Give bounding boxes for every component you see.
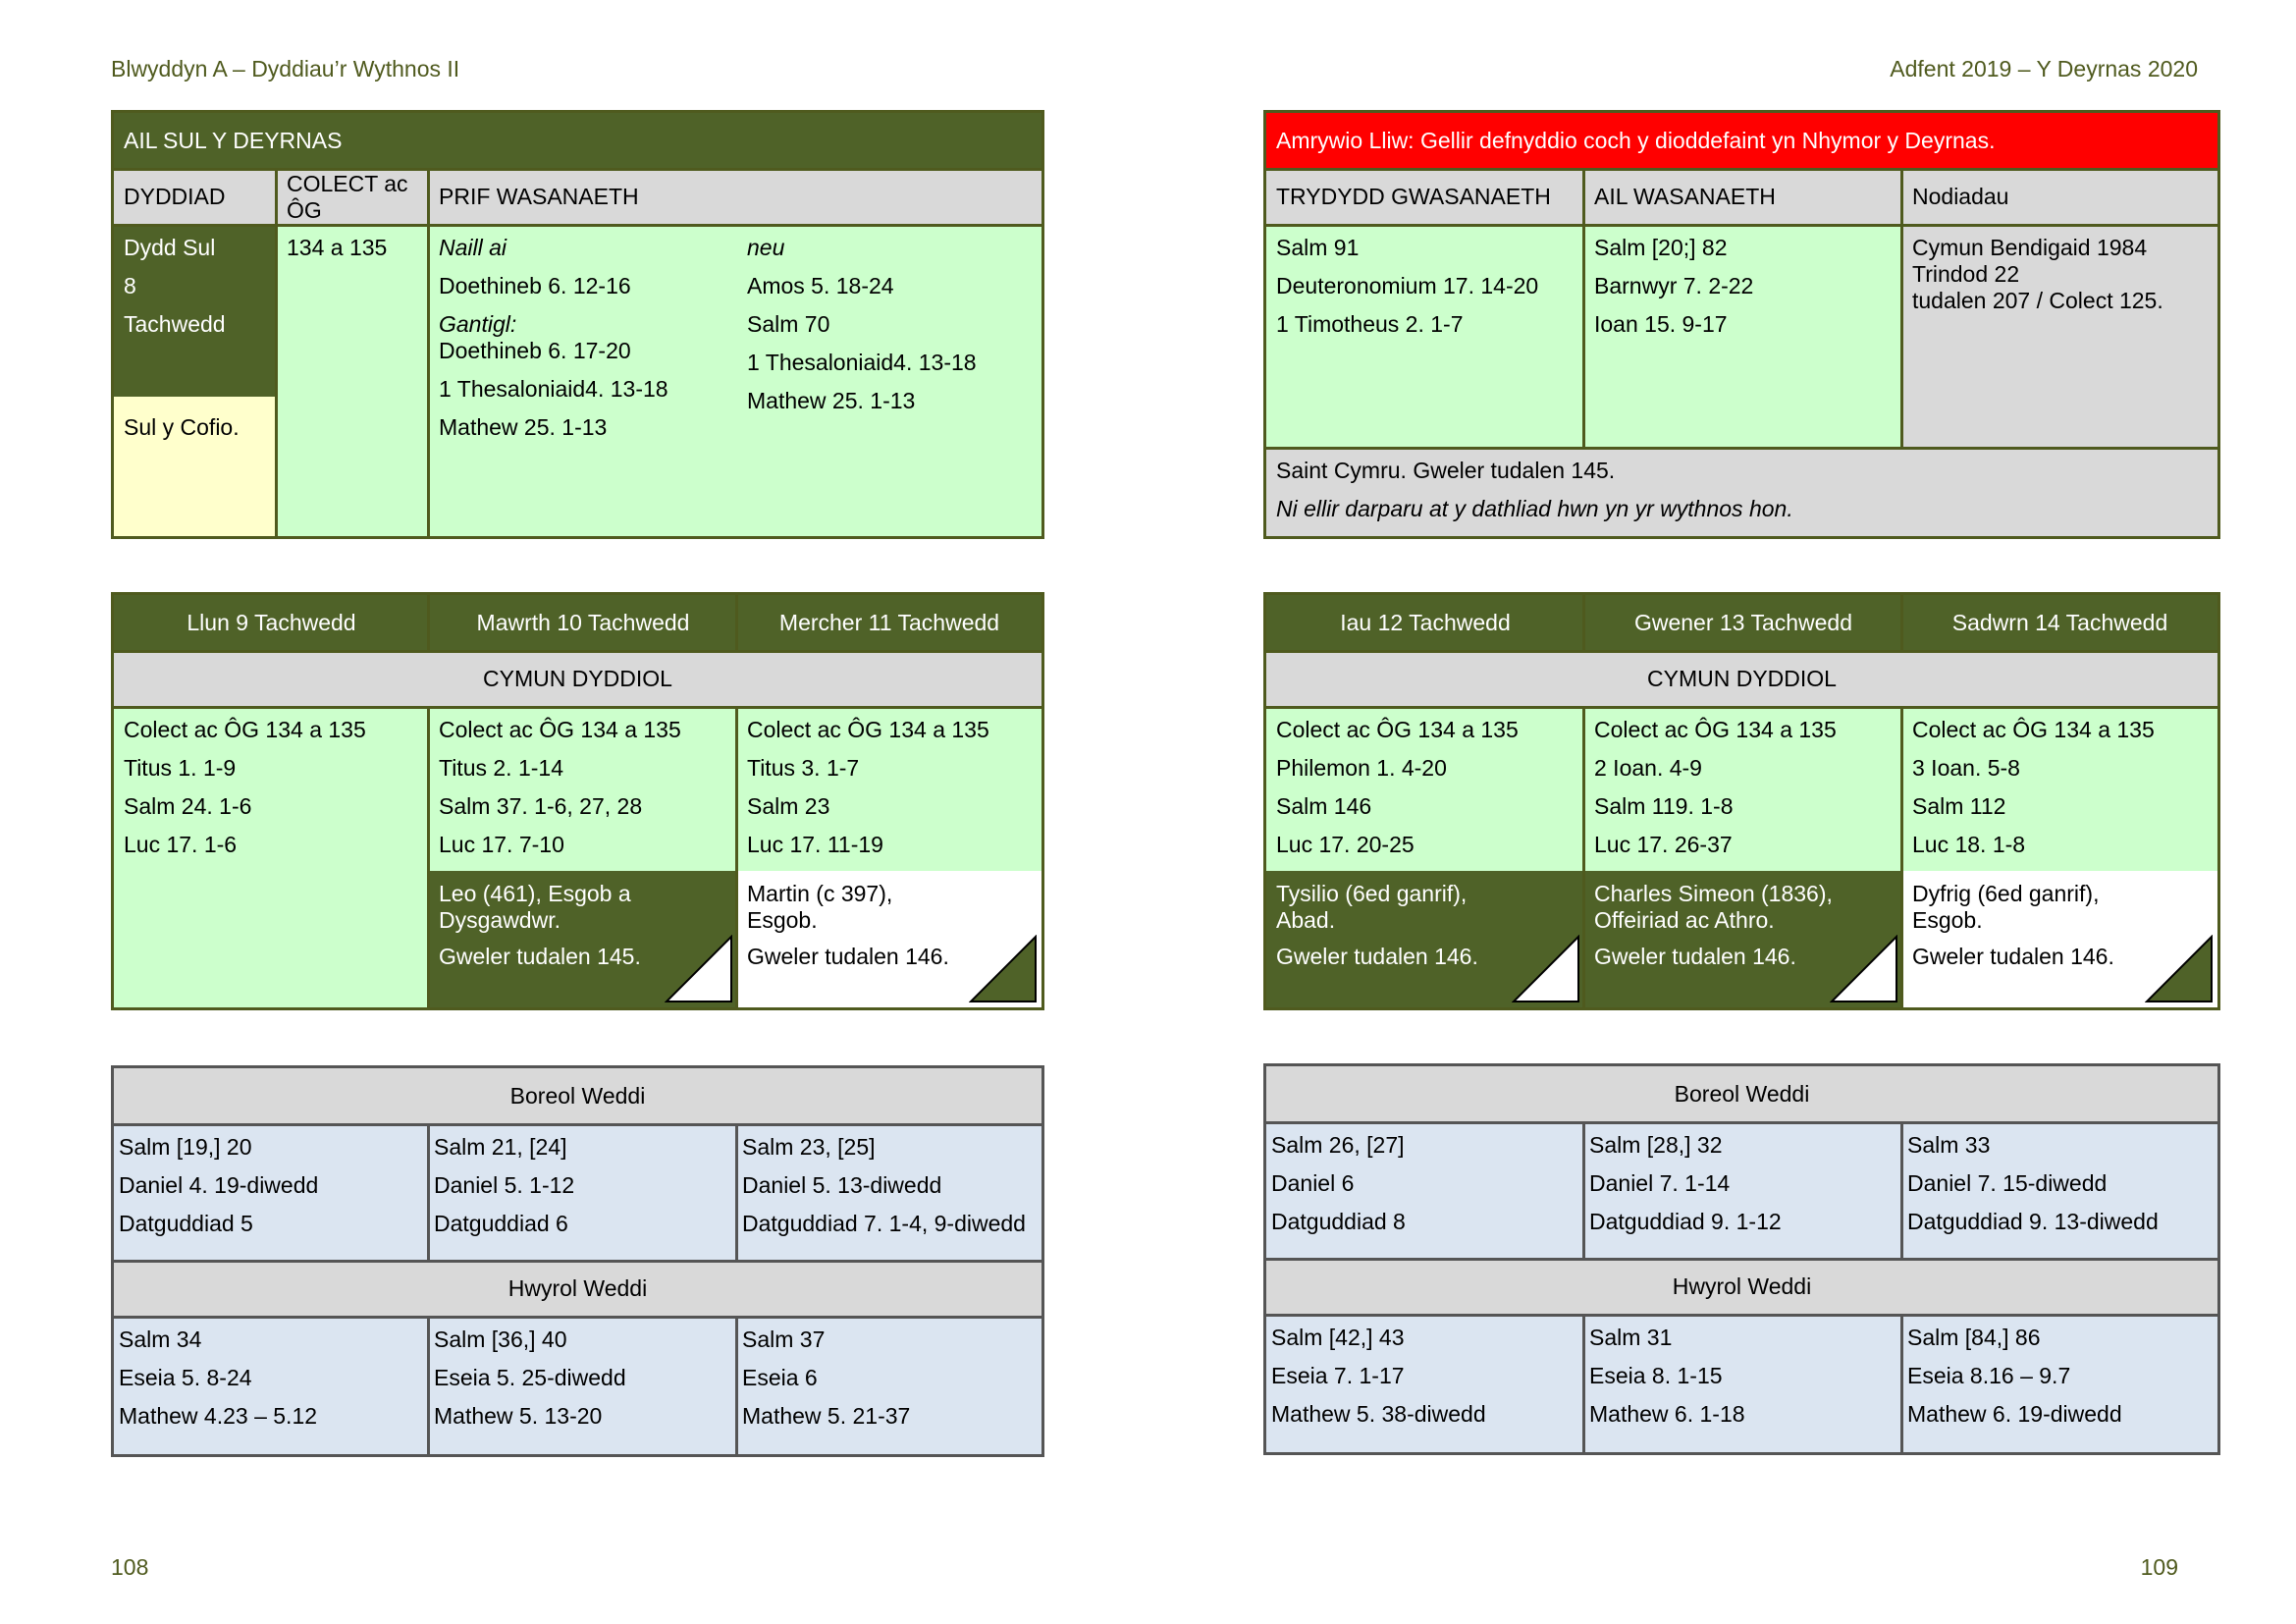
eucharist-band: CYMUN DYDDIOL: [114, 651, 1041, 707]
evening-col-2: [1584, 1315, 1902, 1452]
reading-line: Salm 146: [1276, 793, 1372, 819]
day-note: Sul y Cofio.: [124, 414, 240, 440]
reading-line: Daniel 7. 1-14: [1589, 1170, 1731, 1196]
day-cell: [114, 225, 277, 397]
reading-line: Salm [19,] 20: [119, 1134, 252, 1160]
divider: [114, 650, 1041, 653]
reading-line: Luc 17. 7-10: [439, 832, 564, 857]
day-line-1: Dydd Sul: [124, 235, 216, 260]
saint-title: Esgob.: [747, 907, 818, 933]
saint-name: Charles Simeon (1836),: [1594, 881, 1833, 906]
colour-notice: Amrywio Lliw: Gellir defnyddio coch y dioddefaint yn Nhymor y Deyrnas.: [1266, 113, 2217, 169]
reading-line: Eseia 8.16 – 9.7: [1907, 1363, 2071, 1388]
divider: [114, 168, 1041, 171]
divider: [1266, 1121, 2217, 1124]
divider: [1266, 224, 2217, 227]
page-header-right: Adfent 2019 – Y Deyrnas 2020: [1890, 56, 2198, 81]
prayer-left-table: [111, 1065, 1044, 1457]
morning-col-3: [737, 1124, 1041, 1261]
morning-prayer-band: Boreol Weddi: [114, 1068, 1041, 1124]
evening-prayer-band: Hwyrol Weddi: [114, 1261, 1041, 1317]
day-head-wed: Mercher 11 Tachwedd: [737, 595, 1041, 651]
reading-line: Philemon 1. 4-20: [1276, 755, 1447, 781]
divider: [1266, 706, 2217, 709]
divider: [1266, 168, 2217, 171]
saint-cell-thu: [1266, 871, 1584, 1007]
saint-cell-tue: [429, 871, 737, 1007]
reading-line: Luc 17. 1-6: [124, 832, 238, 857]
page-corner-icon: [665, 935, 733, 1003]
readings-sat: [1902, 707, 2217, 871]
divider: [114, 224, 1041, 227]
collect-value: 134 a 135: [287, 235, 388, 260]
reading-line: Mathew 5. 38-diwedd: [1271, 1401, 1486, 1427]
reading-line: Salm 24. 1-6: [124, 793, 252, 819]
reading-line: Colect ac ÔG 134 a 135: [1276, 717, 1519, 742]
reading-line: 3 Ioan. 5-8: [1912, 755, 2020, 781]
reading-line: Eseia 8. 1-15: [1589, 1363, 1723, 1388]
saint-name: Martin (c 397),: [747, 881, 893, 906]
divider: [735, 707, 738, 1007]
reading-line: Eseia 7. 1-17: [1271, 1363, 1405, 1388]
divider: [735, 1124, 738, 1261]
reading-line: Datguddiad 9. 1-12: [1589, 1209, 1782, 1234]
reading-line: Mathew 5. 21-37: [742, 1403, 911, 1429]
morning-col-1: [114, 1124, 429, 1261]
saints-cell: [1266, 448, 2217, 536]
option-a-head: Naill ai: [439, 235, 507, 260]
second-reading-3: Ioan 15. 9-17: [1594, 311, 1728, 337]
divider: [114, 706, 1041, 709]
reading-line: Eseia 5. 25-diwedd: [434, 1365, 626, 1390]
day-head-tue: Mawrth 10 Tachwedd: [429, 595, 737, 651]
evening-col-2: [429, 1317, 737, 1454]
divider: [1900, 169, 1903, 448]
divider: [1900, 1122, 1903, 1259]
evening-col-3: [737, 1317, 1041, 1454]
readings-wed: [737, 707, 1041, 871]
divider: [275, 169, 278, 536]
option-b-reading-3: 1 Thesaloniaid4. 13-18: [747, 350, 977, 375]
reading-line: Salm [42,] 43: [1271, 1325, 1405, 1350]
divider: [735, 595, 738, 651]
saints-text: Saint Cymru. Gweler tudalen 145.: [1276, 458, 1616, 483]
option-a-reading-1: Doethineb 6. 12-16: [439, 273, 631, 298]
divider: [1900, 1315, 1903, 1452]
divider: [1582, 169, 1585, 448]
reading-line: Luc 17. 26-37: [1594, 832, 1733, 857]
divider: [427, 169, 430, 536]
option-b-head: neu: [747, 235, 785, 260]
third-reading-2: Deuteronomium 17. 14-20: [1276, 273, 1539, 298]
saint-name: Dyfrig (6ed ganrif),: [1912, 881, 2100, 906]
saint-ref: Gweler tudalen 146.: [747, 944, 949, 969]
divider: [427, 1124, 430, 1261]
option-b-reading-1: Amos 5. 18-24: [747, 273, 894, 298]
day-line-3: Tachwedd: [124, 311, 226, 337]
saint-title: Esgob.: [1912, 907, 1983, 933]
divider: [1266, 650, 2217, 653]
reading-line: Daniel 4. 19-diwedd: [119, 1172, 319, 1198]
reading-line: Mathew 4.23 – 5.12: [119, 1403, 318, 1429]
readings-tue: [429, 707, 737, 871]
reading-line: Mathew 6. 19-diwedd: [1907, 1401, 2122, 1427]
reading-line: Salm 37: [742, 1326, 826, 1352]
divider: [1582, 1315, 1585, 1452]
reading-line: Colect ac ÔG 134 a 135: [124, 717, 366, 742]
evening-col-1: [1266, 1315, 1584, 1452]
reading-line: Datguddiad 8: [1271, 1209, 1406, 1234]
saint-cell-fri: [1584, 871, 1902, 1007]
reading-line: Salm 31: [1589, 1325, 1673, 1350]
notes-cell: [1902, 225, 2217, 448]
col-header-second: AIL WASANAETH: [1584, 169, 1902, 225]
third-reading-3: 1 Timotheus 2. 1-7: [1276, 311, 1464, 337]
page-header-left: Blwyddyn A – Dyddiau’r Wythnos II: [111, 56, 460, 81]
reading-line: Mathew 5. 13-20: [434, 1403, 603, 1429]
reading-line: Salm 119. 1-8: [1594, 793, 1734, 819]
evening-prayer-band: Hwyrol Weddi: [1266, 1259, 2217, 1315]
divider: [1266, 1258, 2217, 1261]
day-head-mon: Llun 9 Tachwedd: [114, 595, 429, 651]
second-reading-2: Barnwyr 7. 2-22: [1594, 273, 1754, 298]
page-corner-icon: [1830, 935, 1898, 1003]
eucharist-band: CYMUN DYDDIOL: [1266, 651, 2217, 707]
divider: [735, 1317, 738, 1454]
reading-line: Salm [28,] 32: [1589, 1132, 1723, 1158]
day-head-sat: Sadwrn 14 Tachwedd: [1902, 595, 2217, 651]
note-line-3: tudalen 207 / Colect 125.: [1912, 288, 2163, 313]
reading-line: Datguddiad 5: [119, 1211, 253, 1236]
third-service-cell: [1266, 225, 1584, 448]
weekdays-left-table: [111, 592, 1044, 1010]
reading-line: Datguddiad 9. 13-diwedd: [1907, 1209, 2159, 1234]
reading-line: Salm 21, [24]: [434, 1134, 567, 1160]
saint-title: Abad.: [1276, 907, 1336, 933]
prayer-right-table: [1263, 1063, 2220, 1455]
reading-line: Daniel 6: [1271, 1170, 1355, 1196]
reading-line: Daniel 5. 13-diwedd: [742, 1172, 942, 1198]
reading-line: Salm 112: [1912, 793, 2006, 819]
reading-line: 2 Ioan. 4-9: [1594, 755, 1702, 781]
sunday-title: AIL SUL Y DEYRNAS: [114, 113, 1041, 169]
evening-col-1: [114, 1317, 429, 1454]
morning-prayer-band: Boreol Weddi: [1266, 1066, 2217, 1122]
day-head-thu: Iau 12 Tachwedd: [1266, 595, 1584, 651]
reading-line: Salm 33: [1907, 1132, 1991, 1158]
saints-note: Ni ellir darparu at y dathliad hwn yn yr wythnos hon.: [1276, 496, 1793, 521]
divider: [1900, 707, 1903, 1007]
reading-line: Daniel 5. 1-12: [434, 1172, 575, 1198]
saint-title: Dysgawdwr.: [439, 907, 561, 933]
col-header-third: TRYDYDD GWASANAETH: [1266, 169, 1584, 225]
divider: [1582, 1122, 1585, 1259]
reading-line: Salm 37. 1-6, 27, 28: [439, 793, 643, 819]
col-header-day: DYDDIAD: [114, 169, 277, 225]
reading-line: Datguddiad 6: [434, 1211, 568, 1236]
page-number-left: 108: [111, 1554, 149, 1580]
reading-line: Luc 17. 11-19: [747, 832, 883, 857]
day-note-cell: [114, 397, 277, 536]
reading-line: Titus 3. 1-7: [747, 755, 860, 781]
divider: [1900, 595, 1903, 651]
option-a-reading-3: Mathew 25. 1-13: [439, 414, 608, 440]
divider: [427, 1317, 430, 1454]
divider: [1582, 707, 1585, 1007]
reading-line: Titus 1. 1-9: [124, 755, 237, 781]
divider: [114, 1123, 1041, 1126]
saint-cell-wed: [737, 871, 1041, 1007]
reading-line: Colect ac ÔG 134 a 135: [1594, 717, 1837, 742]
option-b-reading-4: Mathew 25. 1-13: [747, 388, 916, 413]
morning-col-2: [1584, 1122, 1902, 1259]
canticle-reading: Doethineb 6. 17-20: [439, 338, 631, 363]
readings-fri: [1584, 707, 1902, 871]
saint-ref: Gweler tudalen 146.: [1276, 944, 1478, 969]
page-corner-icon: [1512, 935, 1580, 1003]
option-a-reading-2: 1 Thesaloniaid4. 13-18: [439, 376, 668, 402]
reading-line: Colect ac ÔG 134 a 135: [747, 717, 989, 742]
reading-line: Luc 17. 20-25: [1276, 832, 1415, 857]
reading-line: Eseia 5. 8-24: [119, 1365, 252, 1390]
divider: [1266, 1314, 2217, 1317]
page-corner-icon: [2145, 935, 2214, 1003]
saint-ref: Gweler tudalen 146.: [1594, 944, 1796, 969]
third-reading-1: Salm 91: [1276, 235, 1360, 260]
divider: [1582, 595, 1585, 651]
reading-line: Salm 23, [25]: [742, 1134, 876, 1160]
main-option-a: [429, 225, 737, 536]
reading-line: Colect ac ÔG 134 a 135: [439, 717, 681, 742]
saint-title: Offeiriad ac Athro.: [1594, 907, 1775, 933]
page-number-right: 109: [2140, 1554, 2178, 1580]
reading-line: Datguddiad 7. 1-4, 9-diwedd: [742, 1211, 1026, 1236]
divider: [427, 595, 430, 651]
note-line-1: Cymun Bendigaid 1984: [1912, 235, 2148, 260]
second-reading-1: Salm [20;] 82: [1594, 235, 1728, 260]
saint-ref: Gweler tudalen 146.: [1912, 944, 2114, 969]
evening-col-3: [1902, 1315, 2217, 1452]
saint-cell-sat: [1902, 871, 2217, 1007]
morning-col-1: [1266, 1122, 1584, 1259]
reading-line: Eseia 6: [742, 1365, 818, 1390]
saint-name: Tysilio (6ed ganrif),: [1276, 881, 1468, 906]
services-table: [1263, 110, 2220, 539]
page-corner-icon: [969, 935, 1038, 1003]
collect-cell: [277, 225, 429, 536]
morning-col-3: [1902, 1122, 2217, 1259]
col-header-main: PRIF WASANAETH: [429, 169, 1041, 225]
main-option-b: [737, 225, 1041, 536]
second-service-cell: [1584, 225, 1902, 448]
readings-thu: [1266, 707, 1584, 871]
col-header-collect: COLECT ac ÔG: [277, 169, 429, 225]
day-head-fri: Gwener 13 Tachwedd: [1584, 595, 1902, 651]
reading-line: Salm [84,] 86: [1907, 1325, 2041, 1350]
reading-line: Colect ac ÔG 134 a 135: [1912, 717, 2155, 742]
day-line-2: 8: [124, 273, 136, 298]
reading-line: Daniel 7. 15-diwedd: [1907, 1170, 2108, 1196]
reading-line: Luc 18. 1-8: [1912, 832, 2026, 857]
reading-line: Salm [36,] 40: [434, 1326, 567, 1352]
divider: [114, 1260, 1041, 1263]
option-b-reading-2: Salm 70: [747, 311, 830, 337]
divider: [1266, 447, 2217, 450]
reading-line: Salm 26, [27]: [1271, 1132, 1405, 1158]
col-header-notes: Nodiadau: [1902, 169, 2217, 225]
reading-line: Salm 34: [119, 1326, 202, 1352]
saint-name: Leo (461), Esgob a: [439, 881, 631, 906]
reading-line: Titus 2. 1-14: [439, 755, 563, 781]
reading-line: Mathew 6. 1-18: [1589, 1401, 1745, 1427]
sunday-table: [111, 110, 1044, 539]
readings-mon: [114, 707, 429, 1007]
note-line-2: Trindod 22: [1912, 261, 2020, 287]
saint-ref: Gweler tudalen 145.: [439, 944, 641, 969]
divider: [114, 1316, 1041, 1319]
morning-col-2: [429, 1124, 737, 1261]
divider: [427, 707, 430, 1007]
reading-line: Salm 23: [747, 793, 830, 819]
weekdays-right-table: [1263, 592, 2220, 1010]
canticle-label: Gantigl:: [439, 311, 517, 337]
